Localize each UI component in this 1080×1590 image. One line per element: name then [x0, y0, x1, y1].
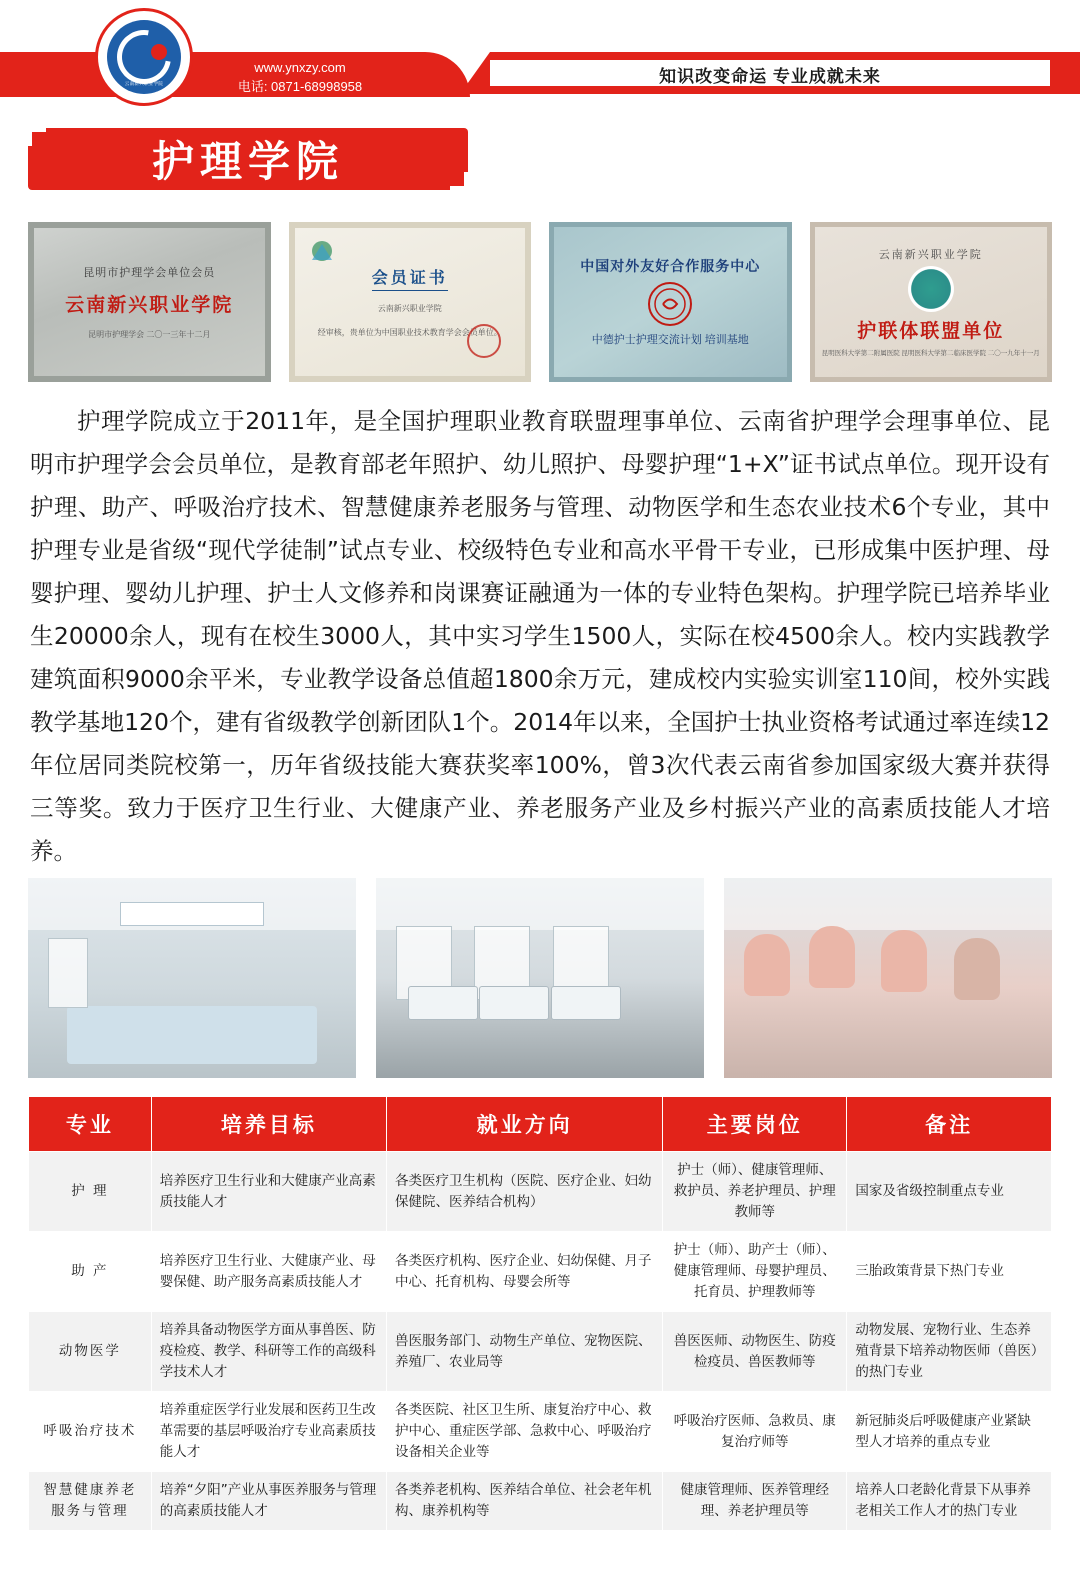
- college-description: 护理学院成立于2011年，是全国护理职业教育联盟理事单位、云南省护理学会理事单位、昆明市护理学会会员单位，是教育部老年照护、幼儿照护、母婴护理“1+X”证书试点单位。现开设有护理、助产、呼吸治疗技术、智慧健康养老服务与管理、动物医学和生态农业技术6个专业，其中护理专业是省级“现代学徒制”试点专业、校级特色专业和高水平骨干专业，已形成集中医护理、母婴护理、婴幼儿护理、护士人文修养和岗课赛证融通为一体的专业特色架构。护理学院已培养毕业生20000余人，现有在校生3000人，其中实习学生1500人，实际在校4500余人。校内实践教学建筑面积9000余平米，专业教学设备总值超1800余万元，建成校内实验实训室110间，校外实践教学基地120个，建有省级教学创新团队1个。2014年以来，全国护士执业资格考试通过率连续12年位居同类院校第一，历年省级技能大赛获奖率100%，曾3次代表云南省参加国家级大赛并获得三等奖。致力于医疗卫生行业、大健康产业、养老服务产业及乡村振兴产业的高素质技能人才培养。: [30, 407, 1050, 865]
- logo-label: 云南新兴职业学院: [124, 81, 164, 86]
- cell-goal: 培养重症医学行业发展和医药卫生改革需要的基层呼吸治疗专业高素质技能人才: [151, 1392, 386, 1472]
- certificate-plaque-2: [289, 222, 532, 382]
- cell-job: 兽医服务部门、动物生产单位、宠物医院、养殖厂、农业局等: [387, 1312, 663, 1392]
- cell-goal: 培养“夕阳”产业从事医养服务与管理的高素质技能人才: [151, 1472, 386, 1531]
- certificate-gallery: [28, 222, 1052, 382]
- photo3-manikin-3: [881, 930, 927, 992]
- cell-post: 护士（师）、健康管理师、救护员、养老护理员、护理教师等: [663, 1152, 847, 1232]
- photo3-manikin-2: [809, 926, 855, 988]
- photo1-sign: [120, 902, 264, 926]
- photo3-ceiling: [724, 878, 1052, 930]
- majors-table: [28, 1096, 1052, 1531]
- simulation-ward-photo: [376, 878, 704, 1078]
- col-header-post: 主要岗位: [663, 1097, 847, 1152]
- table-row: [29, 1392, 1052, 1472]
- cell-major: 护 理: [29, 1152, 152, 1232]
- cell-goal: 培养医疗卫生行业、大健康产业、母婴保健、助产服务高素质技能人才: [151, 1232, 386, 1312]
- facility-photo-gallery: [28, 878, 1052, 1078]
- cell-post: 呼吸治疗医师、急救员、康复治疗师等: [663, 1392, 847, 1472]
- photo2-bed-2: [479, 986, 549, 1020]
- website-text: www.ynxzy.com: [254, 60, 346, 75]
- cert2-org: 云南新兴职业学院: [377, 304, 442, 313]
- cert1-line1: 昆明市护理学会单位会员: [83, 266, 216, 279]
- cell-note: 三胎政策背景下热门专业: [847, 1232, 1052, 1312]
- cell-major: 呼吸治疗技术: [29, 1392, 152, 1472]
- cert4-sub: 昆明医科大学第二附属医院 昆明医科大学第二临床医学院 二〇一九年十一月: [821, 350, 1040, 357]
- cell-note: 新冠肺炎后呼吸健康产业紧缺型人才培养的重点专业: [847, 1392, 1052, 1472]
- section-title-banner: [28, 128, 468, 190]
- page-title: 护理学院: [151, 137, 344, 186]
- table-row: [29, 1232, 1052, 1312]
- header-contact: [210, 58, 390, 96]
- col-header-note: 备注: [847, 1097, 1052, 1152]
- cert3-bottom: 中德护士护理交流计划 培训基地: [591, 334, 749, 346]
- cell-job: 各类养老机构、医养结合单位、社会老年机构、康养机构等: [387, 1472, 663, 1531]
- school-logo: [95, 8, 193, 106]
- cert2-seal-icon: [467, 324, 501, 358]
- cert4-top: 云南新兴职业学院: [878, 249, 983, 261]
- cell-post: 护士（师）、助产士（师）、健康管理师、母婴护理员、托育员、护理教师等: [663, 1232, 847, 1312]
- cell-job: 各类医院、社区卫生所、康复治疗中心、救护中心、重症医学部、急救中心、呼吸治疗设备相关企业等: [387, 1392, 663, 1472]
- cell-goal: 培养医疗卫生行业和大健康产业高素质技能人才: [151, 1152, 386, 1232]
- certificate-plaque-4: [810, 222, 1052, 382]
- nursing-training-lab-photo: [724, 878, 1052, 1078]
- photo1-counter: [67, 1006, 316, 1064]
- photo3-manikin-1: [744, 934, 790, 996]
- cell-major: 助 产: [29, 1232, 152, 1312]
- cert2-sub: 经审核，贵单位为中国职业技术教育学会会员单位。: [317, 328, 502, 337]
- cert3-seal-icon: [648, 282, 692, 326]
- photo1-plant: [48, 938, 88, 1008]
- page-header: [0, 0, 1080, 112]
- cell-note: 动物发展、宠物行业、生态养殖背景下培养动物医师（兽医）的热门专业: [847, 1312, 1052, 1392]
- cert3-top: 中国对外友好合作服务中心: [580, 258, 761, 274]
- title-corner-decor-br: [450, 172, 468, 190]
- col-header-major: 专业: [29, 1097, 152, 1152]
- title-corner-decor-tl: [28, 128, 46, 146]
- table-row: [29, 1152, 1052, 1232]
- table-row: [29, 1312, 1052, 1392]
- cell-note: 培养人口老龄化背景下从事养老相关工作人才的热门专业: [847, 1472, 1052, 1531]
- col-header-goal: 培养目标: [151, 1097, 386, 1152]
- cell-post: 健康管理师、医养管理经理、养老护理员等: [663, 1472, 847, 1531]
- col-header-job: 就业方向: [387, 1097, 663, 1152]
- cert1-main: 云南新兴职业学院: [65, 294, 234, 316]
- logo-emblem-icon: [107, 20, 181, 94]
- cert2-title: 会员证书: [372, 265, 448, 291]
- cert1-sub: 昆明市护理学会 二〇一三年十二月: [88, 329, 211, 339]
- photo3-manikin-4: [954, 938, 1000, 1000]
- photo2-bed-3: [551, 986, 621, 1020]
- certificate-plaque-1: [28, 222, 271, 382]
- phone-text: 电话: 0871-68998958: [237, 79, 363, 94]
- photo2-ceiling: [376, 878, 704, 930]
- photo2-bed-row: [402, 986, 678, 1026]
- cell-note: 国家及省级控制重点专业: [847, 1152, 1052, 1232]
- cert4-main: 护联体联盟单位: [857, 321, 1005, 342]
- cell-job: 各类医疗机构、医疗企业、妇幼保健、月子中心、托育机构、母婴会所等: [387, 1232, 663, 1312]
- cell-major: 智慧健康养老服务与管理: [29, 1472, 152, 1531]
- cell-job: 各类医疗卫生机构（医院、医疗企业、妇幼保健院、医养结合机构）: [387, 1152, 663, 1232]
- table-header-row: [29, 1097, 1052, 1152]
- cell-post: 兽医医师、动物医生、防疫检疫员、兽医教师等: [663, 1312, 847, 1392]
- table-row: [29, 1472, 1052, 1531]
- header-slogan: 知识改变命运 专业成就未来: [659, 67, 881, 86]
- certificate-plaque-3: [549, 222, 791, 382]
- cert2-emblem-icon: [309, 238, 349, 264]
- photo2-bed-1: [408, 986, 478, 1020]
- nurse-station-photo: [28, 878, 356, 1078]
- cert4-logo-icon: [908, 266, 954, 312]
- cell-goal: 培养具备动物医学方面从事兽医、防疫检疫、教学、科研等工作的高级科学技术人才: [151, 1312, 386, 1392]
- cell-major: 动物医学: [29, 1312, 152, 1392]
